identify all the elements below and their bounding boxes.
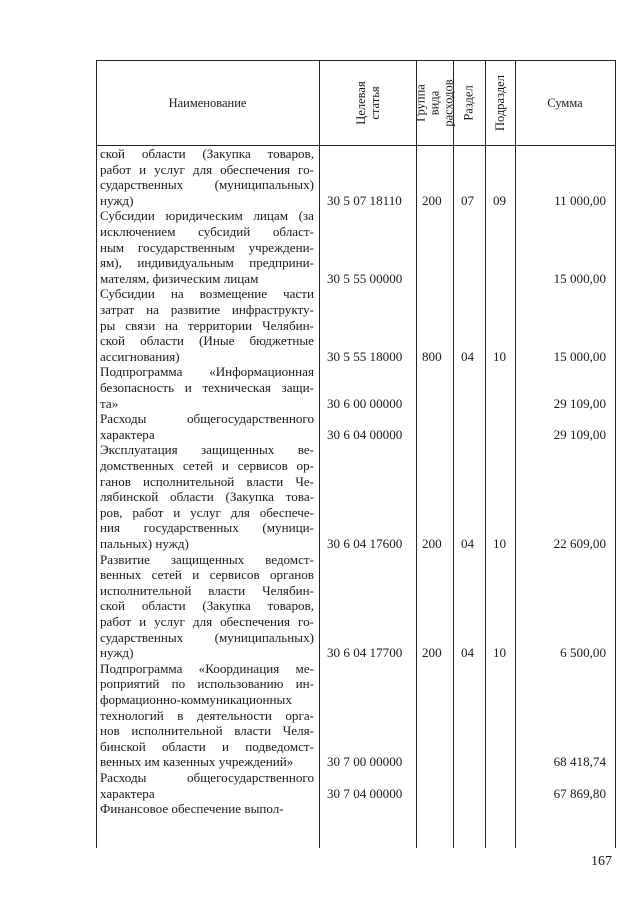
row-name-line: исключением субсидий област- (100, 223, 314, 239)
row-subsection: 10 (493, 348, 507, 364)
row-name-line: венных сетей и сервисов органов (100, 567, 314, 583)
row-sum: 15 000,00 (553, 270, 606, 286)
row-target-code: 30 7 00 00000 (327, 754, 403, 770)
row-target-code: 30 6 00 00000 (327, 395, 403, 411)
row-name-line: ям), индивидуальным предприни- (100, 255, 314, 271)
row-name-line: формационно-коммуникационных (100, 691, 292, 707)
row-name-line: домственных сетей и сервисов ор- (100, 457, 314, 473)
row-section: 07 (461, 192, 475, 208)
header-group (413, 60, 456, 145)
row-name-line: технологий в деятельности орга- (100, 707, 314, 723)
row-name-line: ров, работ и услуг для обеспече- (100, 504, 314, 520)
header-sum-text: Сумма (547, 95, 583, 110)
row-name (100, 146, 314, 208)
row-name-line: мателям, физическим лицам (100, 270, 259, 286)
row-target-code: 30 5 07 18110 (327, 192, 402, 208)
header-name-text: Наименование (168, 95, 247, 110)
header-subsection-text: Подраздел (493, 74, 507, 131)
col-divider-group (453, 60, 454, 848)
row-name-line: исполнительной власти Челябин- (100, 582, 314, 598)
row-name-line: бинской области и подведомст- (100, 738, 314, 754)
row-name (100, 364, 314, 411)
row-name-line: ния государственных (муници- (100, 520, 314, 536)
row-name (100, 208, 314, 286)
row-name-line: ской области (Иные бюджетные (100, 333, 314, 349)
header-section-text: Раздел (462, 84, 477, 121)
row-sum: 29 109,00 (553, 426, 606, 442)
row-target-code: 30 6 04 17700 (327, 645, 403, 661)
row-name-line: Развитие защищенных ведомст- (100, 551, 314, 567)
row-name-line: Эксплуатация защищенных ве- (100, 442, 314, 458)
row-name-line: Субсидии юридическим лицам (за (100, 208, 314, 224)
row-expense-group: 800 (422, 348, 442, 364)
row-sum: 6 500,00 (560, 645, 606, 661)
row-name-line: ской области (Закупка товаров, (100, 146, 314, 161)
header-name (96, 60, 319, 145)
header-subsection (485, 60, 515, 145)
col-divider-name (319, 60, 320, 848)
row-name-line: затрат на развитие инфраструкту- (100, 301, 314, 317)
row-subsection: 10 (493, 645, 507, 661)
row-target-code: 30 6 04 17600 (327, 536, 403, 551)
row-section: 04 (461, 536, 475, 551)
row-name-line: безопасность и техническая защи- (100, 379, 314, 395)
header-target-text: Целевая статья (353, 80, 382, 125)
budget-table (96, 60, 616, 848)
row-expense-group: 200 (422, 645, 442, 661)
row-name-line: Расходы общегосударственного (100, 770, 314, 785)
header-target (319, 60, 416, 145)
page-number: 167 (591, 854, 612, 869)
row-sum: 67 869,80 (553, 785, 606, 801)
col-divider-subsection (515, 60, 516, 848)
row-name (100, 286, 314, 364)
row-name-line: ным государственным учреждени- (100, 239, 314, 255)
row-name-line: та» (100, 395, 119, 411)
row-name-line: характера (100, 785, 155, 801)
header-group-text: Группа вида расходов (413, 78, 456, 127)
table-left-border (96, 60, 97, 848)
row-name-line: сударственных (муниципальных) (100, 629, 314, 645)
row-name (100, 411, 314, 442)
row-name-line: нужд) (100, 192, 134, 208)
row-name-line: работ и услуг для обеспечения го- (100, 161, 314, 177)
row-name-line: Подпрограмма «Координация ме- (100, 660, 314, 676)
header-sum (515, 60, 615, 145)
row-target-code: 30 7 04 00000 (327, 785, 403, 801)
header-section (453, 60, 485, 145)
row-name (100, 770, 314, 801)
row-name-line: характера (100, 426, 155, 442)
row-name (100, 661, 314, 770)
row-name-line: Финансовое обеспечение выпол- (100, 801, 284, 817)
row-target-code: 30 5 55 18000 (327, 348, 403, 364)
row-target-code: 30 6 04 00000 (327, 426, 403, 442)
row-name-line: роприятий по использованию ин- (100, 676, 314, 692)
row-name-line: лябинской области (Закупка това- (100, 489, 314, 505)
row-name-line: нов исполнительной власти Челя- (100, 723, 314, 739)
row-name-line: ганов исполнительной власти Че- (100, 473, 314, 489)
row-sum: 15 000,00 (553, 348, 606, 364)
row-name-line: венных им казенных учреждений» (100, 754, 294, 770)
row-subsection: 10 (493, 536, 507, 551)
row-name-line: ской области (Закупка товаров, (100, 598, 314, 614)
row-name-line: Расходы общегосударственного (100, 411, 314, 427)
row-name-line: нужд) (100, 645, 134, 661)
row-name-line: ры связи на территории Челябин- (100, 317, 314, 333)
row-name-line: работ и услуг для обеспечения го- (100, 613, 314, 629)
row-name (100, 552, 314, 661)
row-sum: 68 418,74 (553, 754, 606, 770)
row-name-line: ассигнования) (100, 348, 180, 364)
row-name-line: пальных) нужд) (100, 535, 189, 551)
row-sum: 29 109,00 (553, 395, 606, 411)
table-right-border (615, 60, 616, 848)
row-expense-group: 200 (422, 536, 442, 551)
row-name-line: сударственных (муниципальных) (100, 177, 314, 193)
row-section: 04 (461, 645, 475, 661)
row-target-code: 30 5 55 00000 (327, 270, 403, 286)
row-sum: 11 000,00 (554, 192, 606, 208)
col-divider-section (485, 60, 486, 848)
row-section: 04 (461, 348, 475, 364)
row-sum: 22 609,00 (553, 536, 606, 551)
row-name (100, 442, 314, 551)
row-subsection: 09 (493, 192, 507, 208)
row-name-line: Субсидии на возмещение части (100, 286, 314, 302)
col-divider-target (416, 60, 417, 848)
row-expense-group: 200 (422, 192, 442, 208)
row-name (100, 801, 314, 817)
row-name-line: Подпрограмма «Информационная (100, 364, 314, 380)
